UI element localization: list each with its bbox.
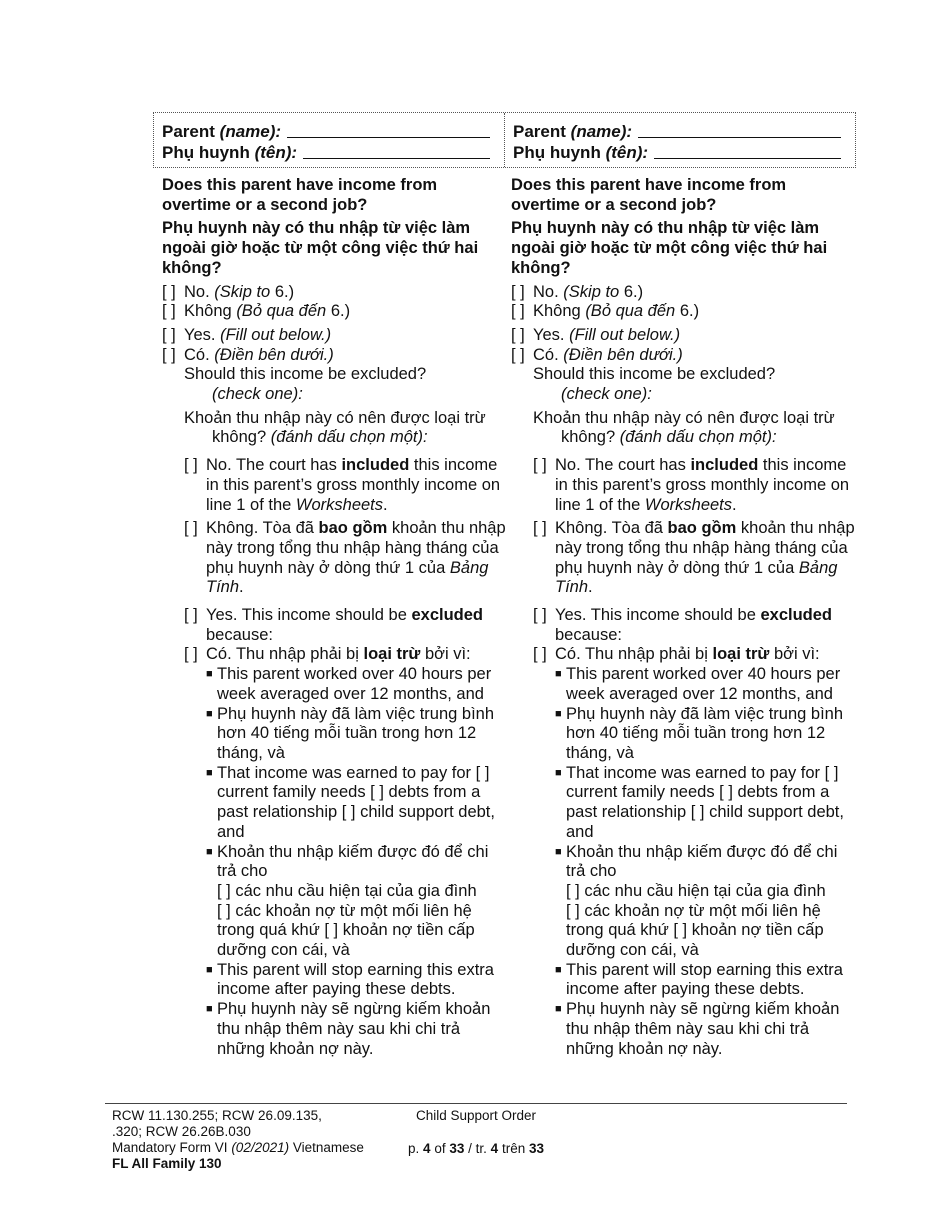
t: excluded (411, 606, 484, 625)
option-hint: (Điền bên dưới.) (214, 345, 334, 364)
name-hint: (name): (570, 122, 633, 141)
reason-bullet (555, 843, 856, 961)
exclude-q-vi-check (184, 428, 507, 448)
exclude-q-vi: Khoản thu nhập này có nên được loại trừ (533, 408, 835, 427)
option-hint-num: 6.) (623, 282, 644, 301)
option-text: No. (184, 282, 210, 301)
t: No. The court has (555, 456, 686, 475)
checkbox[interactable]: [ ] (719, 783, 733, 802)
checkbox[interactable]: [ ] (533, 456, 547, 475)
t: loại trừ (363, 645, 421, 664)
t: Phụ huynh này sẽ ngừng kiếm khoản thu nhập thêm này sau khi chi trả những khoản nợ này. (217, 1000, 491, 1058)
bullet-icon: ■ (555, 766, 562, 779)
footer-page-number (408, 1141, 544, 1157)
option-no-en[interactable] (162, 283, 507, 303)
reason-bullet (555, 961, 856, 1000)
option-hint: (Skip to (214, 282, 271, 301)
checkbox[interactable]: [ ] (475, 763, 490, 782)
parent-label-vi: Phụ huynh (513, 143, 601, 162)
parent-label: Parent (162, 122, 215, 141)
reason-bullet (206, 665, 507, 704)
footer-form-id: FL All Family 130 (112, 1156, 222, 1171)
checkbox[interactable]: [ ] (511, 302, 525, 321)
t: That income was earned to pay for (566, 763, 821, 782)
parent-name-line-vi (162, 142, 496, 163)
option-excluded-vi[interactable] (184, 645, 507, 665)
t: khoản nợ tiền cấp dưỡng con cái, và (217, 921, 475, 960)
check-hint: (check one): (561, 385, 652, 404)
checkbox[interactable]: [ ] (370, 783, 384, 802)
check-hint: (đánh dấu chọn một): (619, 428, 777, 447)
t: (02/2021) (231, 1140, 290, 1155)
question-en: Does this parent have income from overtime or a second job? (511, 176, 787, 214)
t: Phụ huynh này sẽ ngừng kiếm khoản thu nhập thêm này sau khi chi trả những khoản nợ này. (566, 1000, 840, 1058)
option-text: Yes. (184, 325, 216, 344)
option-yes-vi[interactable] (511, 346, 856, 366)
t: Vietnamese (292, 1140, 364, 1155)
exclude-q-en-check (533, 385, 856, 405)
option-hint: (Fill out below.) (220, 325, 332, 344)
t: loại trừ (712, 645, 770, 664)
option-text: Có. (184, 345, 210, 364)
footer-title: Child Support Order (416, 1108, 537, 1123)
t: bao gồm (667, 519, 737, 538)
checkbox[interactable]: [ ] (184, 606, 198, 625)
exclude-q-en-check (184, 385, 507, 405)
checkbox[interactable]: [ ] (511, 345, 525, 364)
option-excluded-en[interactable] (533, 606, 856, 645)
option-no-vi[interactable] (162, 302, 507, 322)
t: Yes. This income should be (206, 606, 407, 625)
reason-bullet (206, 764, 507, 843)
bullet-icon: ■ (206, 845, 213, 858)
parent-name-field[interactable] (287, 121, 490, 138)
t: because: (206, 625, 273, 644)
exclude-q-en: Should this income be excluded? (184, 365, 427, 384)
t: Không. Tòa đã (555, 519, 663, 538)
option-included-en[interactable]: [ ] No. The court has included this income in this parent’s gross monthly income on line 1 of the Worksheets. (533, 456, 850, 514)
option-excluded-vi[interactable] (533, 645, 856, 665)
t: khoản thu nhập này trong tổng thu nhập hàng tháng của phụ huynh này ở dòng thứ 1 của (555, 519, 855, 577)
option-text: Yes. (533, 325, 565, 344)
checkbox[interactable]: [ ] (217, 881, 231, 900)
parent-name-line-vi (513, 142, 847, 163)
t: excluded (760, 606, 833, 625)
exclude-q-en: Should this income be excluded? (533, 365, 776, 384)
t: 4 (423, 1141, 431, 1156)
t: Mandatory Form VI (112, 1140, 228, 1155)
name-hint-vi: (tên): (254, 143, 298, 162)
checkbox[interactable]: [ ] (566, 881, 580, 900)
checkbox[interactable]: [ ] (533, 519, 547, 538)
reason-bullet (206, 1000, 507, 1059)
t: bởi vì: (424, 645, 471, 664)
checkbox[interactable]: [ ] (184, 645, 198, 664)
parent-name-field[interactable] (638, 121, 841, 138)
reason-bullet (555, 665, 856, 704)
parent-label-vi: Phụ huynh (162, 143, 250, 162)
reason-bullet (206, 843, 507, 961)
option-no-vi[interactable] (511, 302, 856, 322)
bullet-icon: ■ (206, 668, 213, 681)
t: included (690, 456, 759, 475)
option-hint: (Fill out below.) (569, 325, 681, 344)
footer-left (112, 1108, 364, 1172)
t: child support debt, and (566, 803, 844, 841)
question-en: Does this parent have income from overtime or a second job? (162, 176, 438, 214)
checkbox[interactable]: [ ] (162, 282, 176, 301)
name-hint: (name): (219, 122, 282, 141)
checkbox[interactable]: [ ] (184, 519, 198, 538)
t: p. (408, 1141, 420, 1156)
t: this income in this parent’s gross monthly income on line 1 of the (206, 456, 501, 514)
footer-rcw-1: RCW 11.130.255; RCW 26.09.135, (112, 1108, 322, 1123)
option-no-en[interactable] (511, 283, 856, 303)
t: Có. Thu nhập phải bị (555, 645, 708, 664)
option-included-vi[interactable]: [ ] Không. Tòa đã bao gồm khoản thu nhập này trong tổng thu nhập hàng tháng của phụ huynh này ở dòng thứ 1 của Bảng Tính. (184, 519, 506, 597)
t: 33 (528, 1141, 545, 1156)
exclude-q-vi: Khoản thu nhập này có nên được loại trừ (184, 408, 486, 427)
parent-name-line-en (162, 121, 496, 142)
question-vi: Phụ huynh này có thu nhập từ việc làm ngoài giờ hoặc từ một công việc thứ hai không? (511, 219, 828, 277)
bullet-icon: ■ (555, 963, 562, 976)
reason-bullet (555, 705, 856, 764)
option-included-en[interactable]: [ ] No. The court has included this income in this parent’s gross monthly income on line 1 of the Worksheets. (184, 456, 501, 514)
exclude-q-vi-check (533, 428, 856, 448)
reason-bullet (206, 961, 507, 1000)
bullet-icon: ■ (555, 845, 562, 858)
option-hint-num: 6.) (679, 302, 700, 321)
bullet-icon: ■ (555, 668, 562, 681)
t: included (341, 456, 410, 475)
t: bao gồm (318, 519, 388, 538)
parent-name-line-en (513, 121, 847, 142)
option-hint-num: 6.) (274, 282, 295, 301)
footer-form (112, 1140, 364, 1156)
option-text: Có. (533, 345, 559, 364)
bullet-icon: ■ (206, 766, 213, 779)
t: child support debt, and (217, 803, 495, 841)
t: Yes. This income should be (555, 606, 756, 625)
checkbox[interactable]: [ ] (162, 325, 176, 344)
t: trên (501, 1141, 526, 1156)
t: 4 (490, 1141, 499, 1156)
t: This parent worked over 40 hours per week averaged over 12 months, and (217, 665, 492, 703)
bullet-icon: ■ (555, 707, 562, 720)
t: current family needs (566, 783, 715, 802)
t: khoản nợ tiền cấp dưỡng con cái, và (566, 921, 824, 960)
t: Phụ huynh này đã làm việc trung bình hơn 40 tiếng mỗi tuần trong hơn 12 tháng, và (566, 704, 844, 762)
checkbox[interactable]: [ ] (217, 901, 231, 920)
bullet-icon: ■ (206, 1003, 213, 1016)
t: This parent worked over 40 hours per week averaged over 12 months, and (566, 665, 841, 703)
t: Có. Thu nhập phải bị (206, 645, 359, 664)
t: các nhu cầu hiện tại của gia đình (235, 881, 477, 900)
option-hint: (Bỏ qua đến (585, 302, 676, 321)
t: of (434, 1141, 446, 1156)
parent-name-field-vi[interactable] (303, 142, 490, 159)
t: this income in this parent’s gross monthly income on line 1 of the (555, 456, 850, 514)
option-text: No. (533, 282, 559, 301)
t: debts from a past relationship (566, 783, 830, 822)
checkbox[interactable]: [ ] (566, 901, 580, 920)
option-hint: (Bỏ qua đến (236, 302, 327, 321)
t: Bảng Tính (555, 558, 838, 597)
reason-bullet (206, 705, 507, 764)
checkbox[interactable]: [ ] (184, 456, 198, 475)
check-hint: (đánh dấu chọn một): (270, 428, 428, 447)
option-hint: (Skip to (563, 282, 620, 301)
checkbox[interactable]: [ ] (162, 302, 176, 321)
parent-name-field-vi[interactable] (654, 142, 841, 159)
check-hint: (check one): (212, 385, 303, 404)
t: các khoản nợ từ một mối liên hệ trong quá khứ (566, 901, 821, 940)
option-text: Không (533, 302, 581, 321)
t: Worksheets (644, 495, 733, 514)
checkbox[interactable]: [ ] (690, 803, 705, 822)
t: No. The court has (206, 456, 337, 475)
t: Worksheets (295, 495, 384, 514)
checkbox[interactable]: [ ] (341, 803, 356, 822)
exclude-question (533, 365, 856, 1059)
t: That income was earned to pay for (217, 763, 472, 782)
option-excluded-en[interactable] (184, 606, 507, 645)
t: khoản thu nhập này trong tổng thu nhập hàng tháng của phụ huynh này ở dòng thứ 1 của (206, 519, 506, 577)
parent-label: Parent (513, 122, 566, 141)
t: các khoản nợ từ một mối liên hệ trong quá khứ (217, 901, 472, 940)
question-vi: Phụ huynh này có thu nhập từ việc làm ngoài giờ hoặc từ một công việc thứ hai không? (162, 219, 479, 277)
t: current family needs (217, 783, 366, 802)
parent-column-left (162, 176, 507, 1059)
option-yes-en[interactable] (511, 326, 856, 346)
exclude-q-vi-2: không? (212, 428, 267, 447)
checkbox[interactable]: [ ] (533, 645, 547, 664)
t: 33 (449, 1141, 465, 1156)
parent-name-cell-right (504, 113, 855, 167)
parent-name-header (153, 112, 856, 168)
exclude-q-vi-2: không? (561, 428, 616, 447)
t: các nhu cầu hiện tại của gia đình (584, 881, 826, 900)
footer-rcw-2: .320; RCW 26.26B.030 (112, 1124, 251, 1139)
bullet-icon: ■ (555, 1003, 562, 1016)
reason-bullet (555, 764, 856, 843)
t: bởi vì: (773, 645, 820, 664)
option-hint: (Điền bên dưới.) (563, 345, 683, 364)
checkbox[interactable]: [ ] (824, 763, 839, 782)
t: / tr. (468, 1141, 487, 1156)
t: Phụ huynh này đã làm việc trung bình hơn 40 tiếng mỗi tuần trong hơn 12 tháng, và (217, 704, 495, 762)
t: Không. Tòa đã (206, 519, 314, 538)
option-text: Không (184, 302, 232, 321)
t: Khoản thu nhập kiếm được đó để chi trả cho (217, 842, 489, 881)
parent-name-cell-left (154, 113, 504, 167)
t: This parent will stop earning this extra income after paying these debts. (217, 960, 494, 999)
footer-divider (105, 1103, 847, 1104)
checkbox[interactable]: [ ] (162, 345, 176, 364)
name-hint-vi: (tên): (605, 143, 649, 162)
reason-bullet (555, 1000, 856, 1059)
t: Khoản thu nhập kiếm được đó để chi trả cho (566, 842, 838, 881)
option-yes-vi[interactable] (162, 346, 507, 366)
t: This parent will stop earning this extra income after paying these debts. (566, 960, 843, 999)
checkbox[interactable]: [ ] (533, 606, 547, 625)
parent-column-right (511, 176, 856, 1059)
t: because: (555, 625, 622, 644)
checkbox[interactable]: [ ] (511, 282, 525, 301)
option-included-vi[interactable]: [ ] Không. Tòa đã bao gồm khoản thu nhập này trong tổng thu nhập hàng tháng của phụ huynh này ở dòng thứ 1 của Bảng Tính. (533, 519, 855, 597)
checkbox[interactable]: [ ] (511, 325, 525, 344)
checkbox[interactable]: [ ] (673, 921, 688, 940)
option-hint-num: 6.) (330, 302, 351, 321)
t: debts from a past relationship (217, 783, 481, 822)
exclude-question (184, 365, 507, 1059)
bullet-icon: ■ (206, 707, 213, 720)
checkbox[interactable]: [ ] (324, 921, 339, 940)
bullet-icon: ■ (206, 963, 213, 976)
t: Bảng Tính (206, 558, 489, 597)
option-yes-en[interactable] (162, 326, 507, 346)
